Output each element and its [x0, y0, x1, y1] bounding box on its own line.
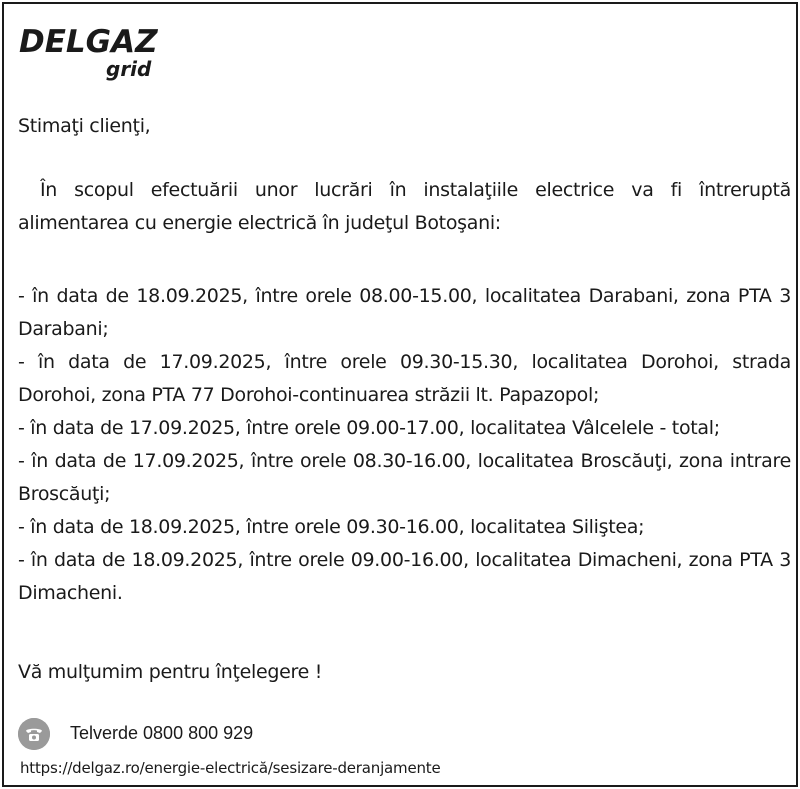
logo-brand: DELGAZ: [19, 24, 158, 60]
outage-item: - în data de 18.09.2025, între orele 08.00-15.00, localitatea Darabani, zona PTA 3 Darabani;: [18, 285, 791, 340]
outage-item: - în data de 17.09.2025, între orele 09.00-17.00, localitatea Vâlcelele - total;: [18, 417, 720, 439]
phone-label: Telverde 0800 800 929: [70, 723, 254, 743]
thanks-line: Vă mulţumim pentru înţelegere !: [18, 661, 323, 683]
outage-item: - în data de 18.09.2025, între orele 09.30-16.00, localitatea Siliştea;: [18, 516, 645, 538]
report-url[interactable]: https://delgaz.ro/energie-electrică/sesizare-deranjamente: [20, 759, 441, 777]
outage-item: - în data de 17.09.2025, între orele 09.30-15.30, localitatea Dorohoi, strada Dorohoi, zona PTA 77 Dorohoi-continuarea străzii lt. Papazopol;: [18, 351, 791, 406]
intro-paragraph: În scopul efectuării unor lucrări în instalaţiile electrice va fi întreruptă alimentarea cu energie electrică în judeţul Botoşani:: [18, 179, 791, 234]
outage-item: - în data de 18.09.2025, între orele 09.00-16.00, localitatea Dimacheni, zona PTA 3 Dimacheni.: [18, 549, 791, 604]
phone-contact: [18, 716, 518, 750]
telephone-icon: [18, 718, 50, 750]
outage-list: [18, 280, 791, 610]
logo-sub: grid: [106, 57, 152, 81]
greeting: Stimaţi clienţi,: [18, 115, 151, 137]
outage-item: - în data de 17.09.2025, între orele 08.30-16.00, localitatea Broscăuţi, zona intrare Broscăuţi;: [18, 450, 791, 505]
notice-frame: [2, 2, 798, 787]
delgaz-logo: [19, 24, 169, 84]
